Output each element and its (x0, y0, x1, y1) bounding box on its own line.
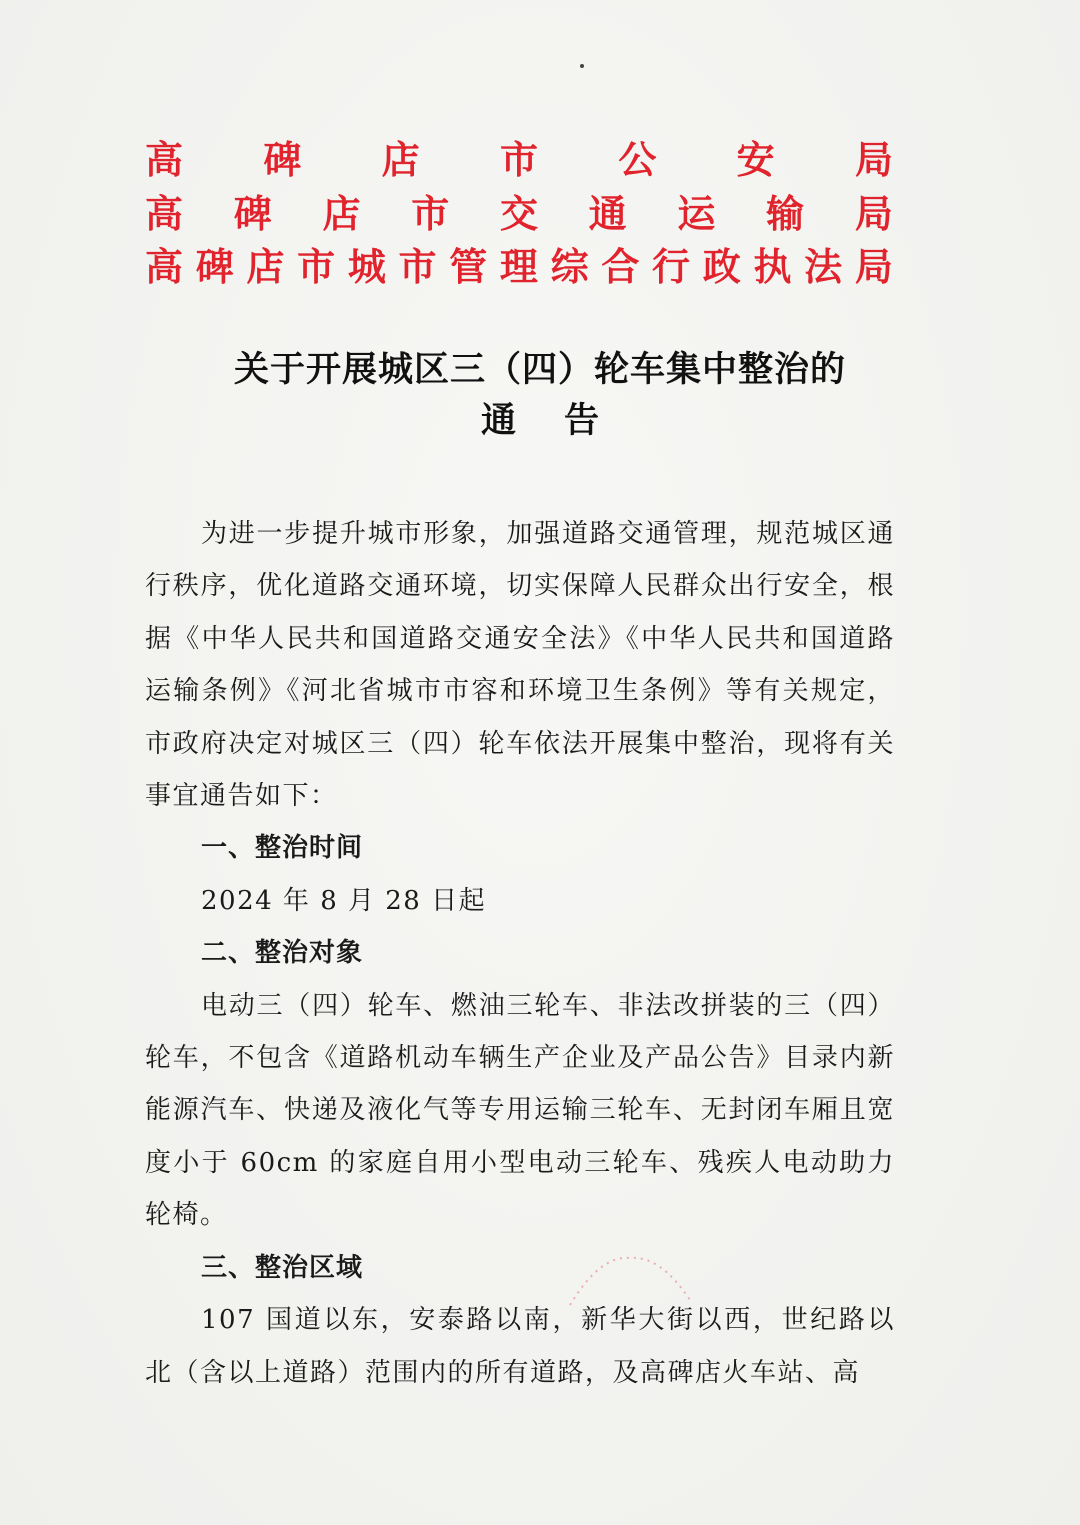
issuer-char: 执 (753, 245, 792, 289)
issuer-char: 理 (499, 245, 538, 289)
issuer-line-urban-management (145, 245, 893, 289)
section-text-time: 2024 年 8 月 28 日起 (201, 885, 487, 916)
issuer-char: 运 (677, 192, 716, 236)
issuer-char: 政 (702, 245, 741, 289)
issuer-char: 法 (804, 245, 843, 289)
section-text-area: 107 国道以东，安泰路以南，新华大街以西，世纪路以北（含以上道路）范围内的所有道路，及高碑店火车站、高 (145, 1305, 895, 1388)
issuer-char: 行 (652, 245, 691, 289)
intro-paragraph: 为进一步提升城市形象，加强道路交通管理，规范城区通行秩序，优化道路交通环境，切实保障人民群众出行安全，根据《中华人民共和国道路交通安全法》《中华人民共和国道路运输条例》《河北省城市市容和环境卫生条例》等有关规定，市政府决定对城区三（四）轮车依法开展集中整治，现将有关事宜通告如下： (145, 519, 895, 812)
seal-stamp-trace (560, 1250, 700, 1310)
issuer-char: 市 (297, 245, 336, 289)
issuer-char: 市 (398, 245, 437, 289)
section-heading-time: 一、整治时间 (201, 833, 364, 864)
issuer-char: 碑 (233, 192, 272, 236)
issuer-char: 高 (145, 138, 184, 182)
section-heading-area: 三、整治区域 (201, 1252, 364, 1283)
section-heading-target: 二、整治对象 (201, 938, 364, 969)
issuer-char: 公 (618, 138, 657, 182)
notice-title: 关于开展城区三（四）轮车集中整治的 (233, 350, 846, 390)
issuer-char: 店 (381, 138, 420, 182)
issuer-char: 综 (550, 245, 589, 289)
issuer-char: 城 (347, 245, 386, 289)
issuer-char: 合 (601, 245, 640, 289)
issuer-char: 碑 (263, 138, 302, 182)
paper-speck (580, 64, 584, 68)
issuer-char: 局 (854, 192, 893, 236)
issuer-char: 碑 (195, 245, 234, 289)
notice-body (145, 508, 895, 1399)
issuer-char: 市 (499, 138, 538, 182)
issuer-char: 输 (766, 192, 805, 236)
issuer-char: 局 (854, 138, 893, 182)
issuer-char: 安 (736, 138, 775, 182)
issuer-line-public-security (145, 138, 893, 182)
issuer-char: 高 (145, 192, 184, 236)
issuer-char: 通 (588, 192, 627, 236)
issuer-char: 局 (854, 245, 893, 289)
issuer-line-transport (145, 192, 893, 236)
issuer-char: 高 (145, 245, 184, 289)
issuer-char: 店 (246, 245, 285, 289)
issuer-char: 交 (499, 192, 538, 236)
issuer-char: 市 (411, 192, 450, 236)
issuer-char: 管 (449, 245, 488, 289)
issuer-char: 店 (322, 192, 361, 236)
notice-title-suffix: 通告 (480, 401, 647, 441)
section-text-target: 电动三（四）轮车、燃油三轮车、非法改拼装的三（四）轮车，不包含《道路机动车辆生产企业及产品公告》目录内新能源汽车、快递及液化气等专用运输三轮车、无封闭车厢且宽度小于 60cm 的家庭自用小型电动三轮车、残疾人电动助力轮椅。 (145, 990, 895, 1231)
